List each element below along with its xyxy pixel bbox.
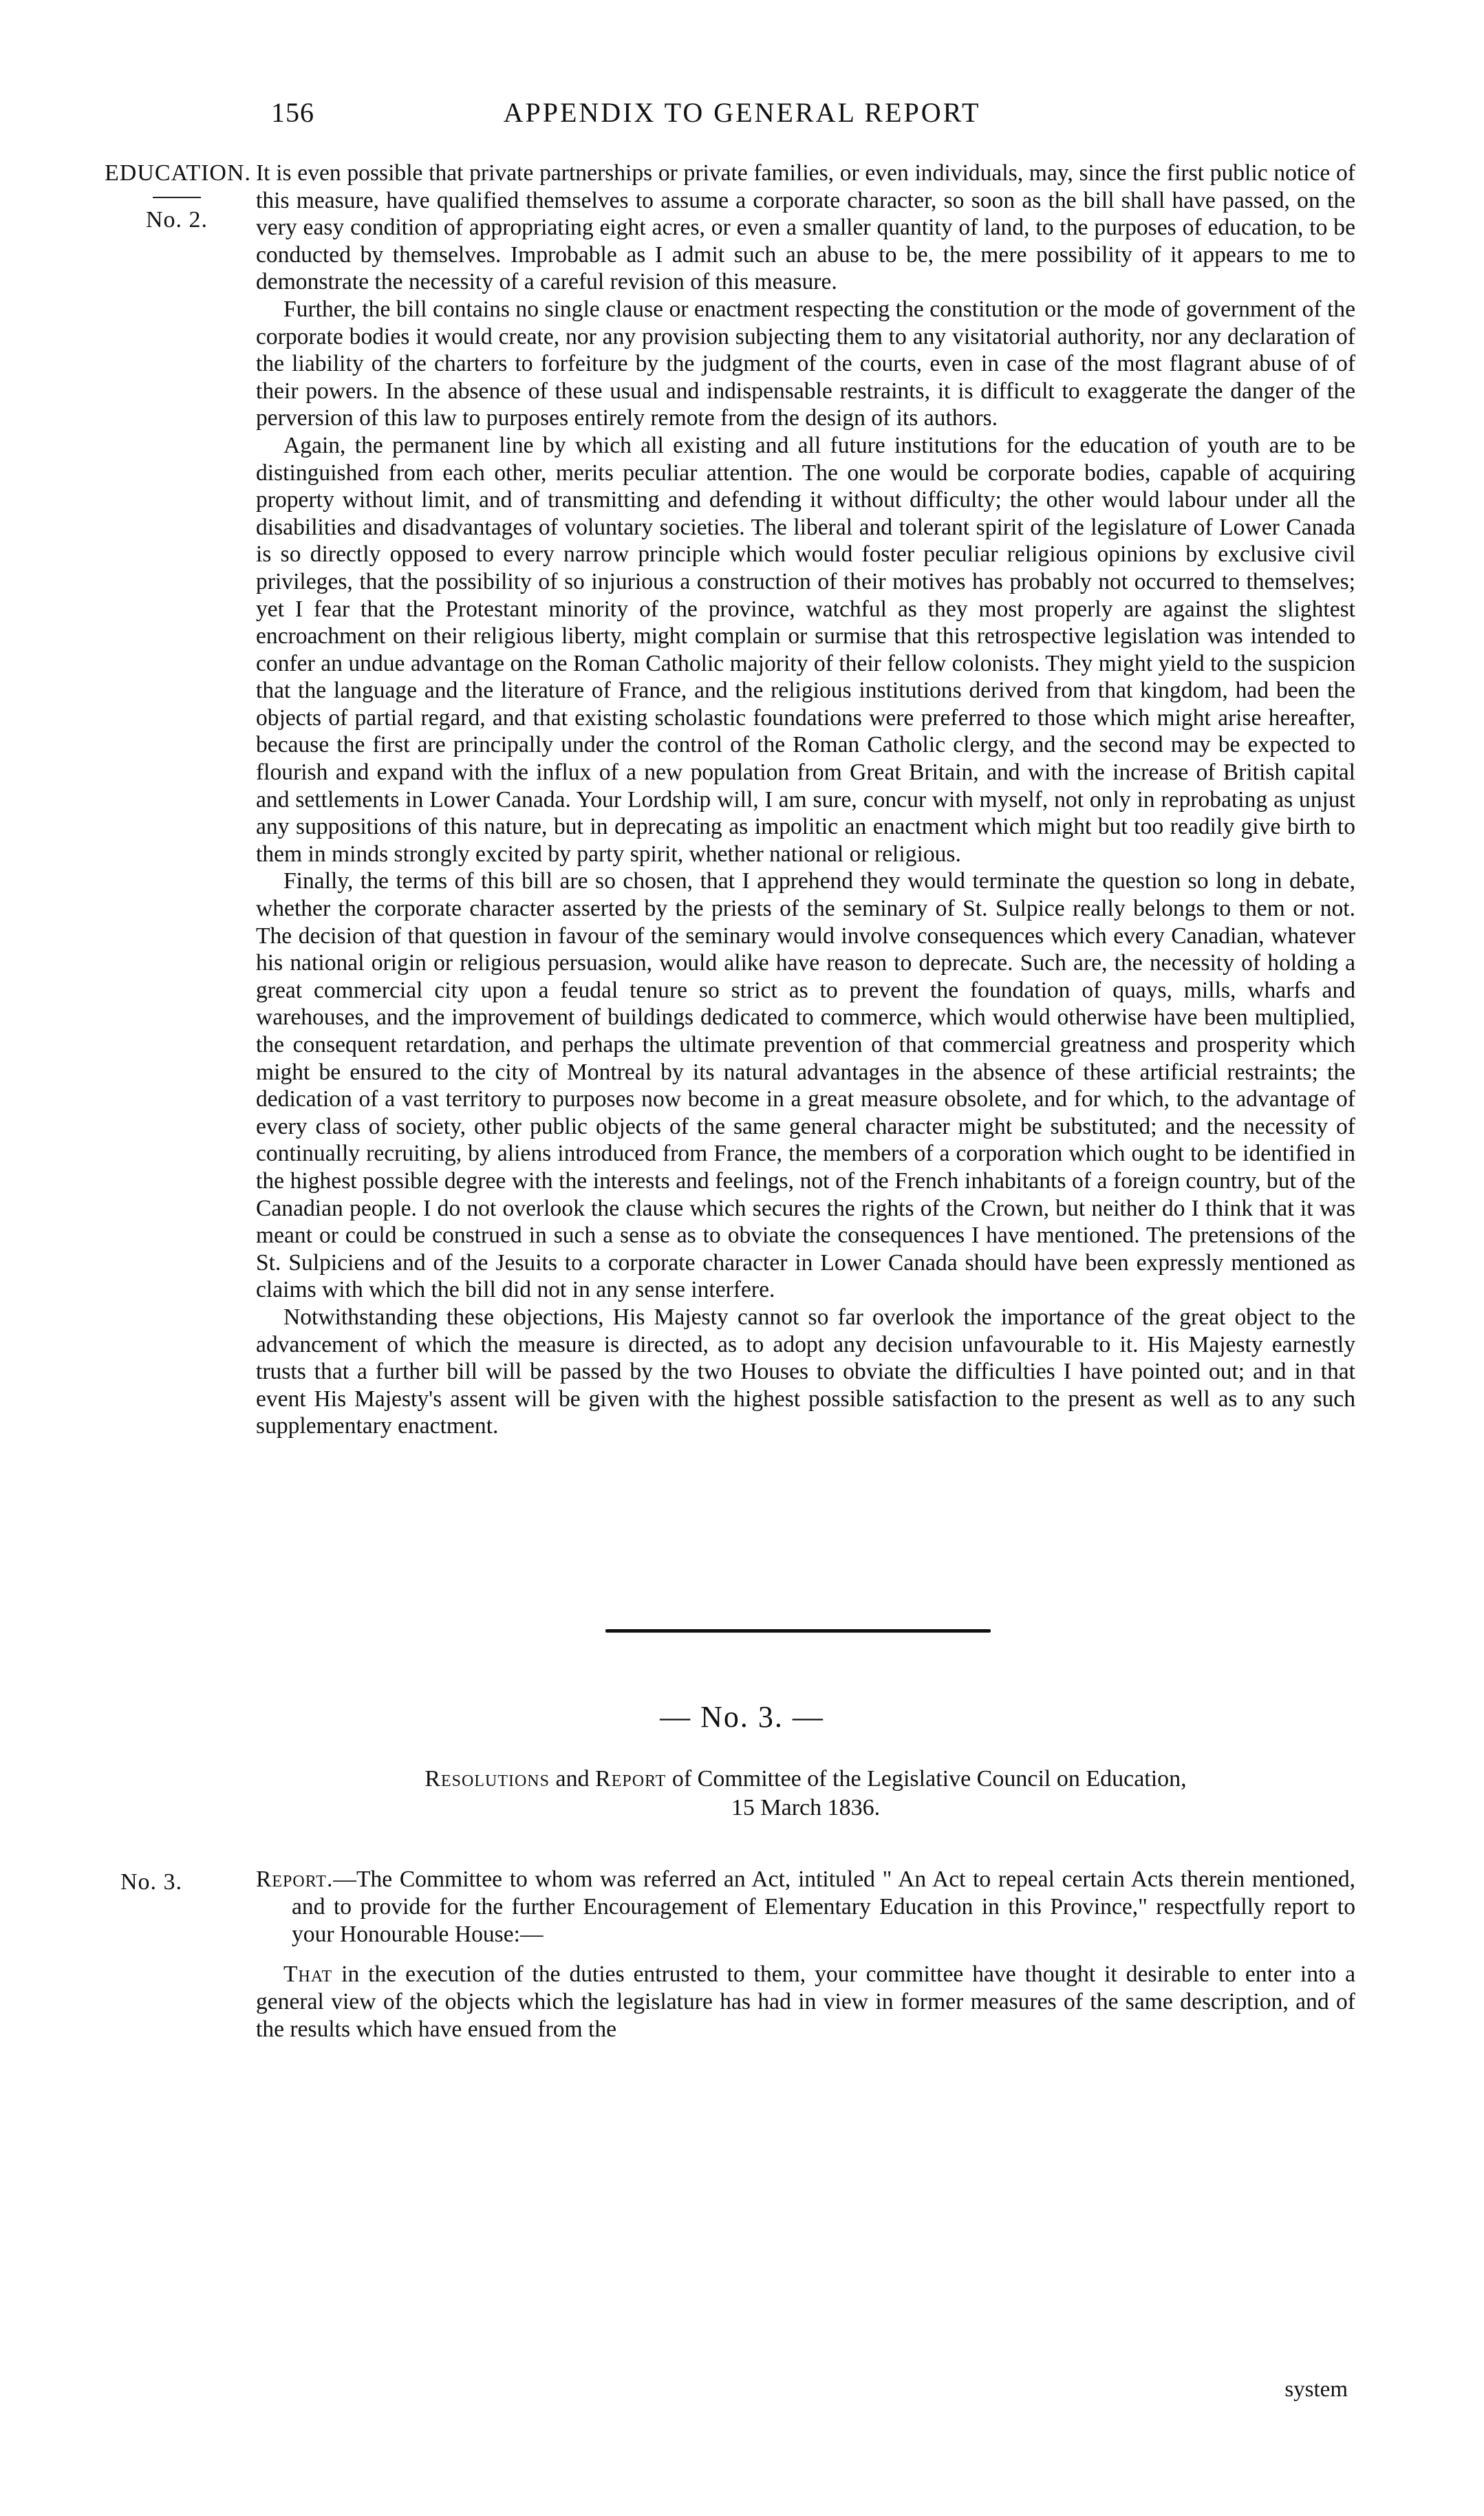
running-head: APPENDIX TO GENERAL REPORT (503, 97, 981, 128)
that-paragraph (256, 1961, 1355, 2043)
resolutions-word: Resolutions (424, 1766, 550, 1792)
margin-note-no3 (110, 1869, 193, 1896)
and-word: and (555, 1766, 590, 1792)
paragraph: It is even possible that private partnerships or private families, or even individuals, may, since the first public notice of this measure, have qualified themselves to assume a corporate character, so soon as the bill shall have passed, on the very easy condition of appropriating eight acres, or even a smaller quantity of land, to the purposes of education, to be conducted by themselves. Improbable as I admit such an abuse to be, the mere possibility of it appears to me to demonstrate the necessity of a careful revision of this measure. (256, 160, 1355, 295)
page-header (0, 96, 1484, 138)
report-text: —The Committee to whom was referred an Act, intituled " An Act to repeal certain Acts therein mentioned, and to provide for the further Encouragement of Elementary Education in this Province," respectfully report to your Honourable House:— (292, 1867, 1355, 1947)
section-number: — No. 3. — (660, 1700, 824, 1734)
catchword: system (1284, 2377, 1348, 2402)
section-divider (605, 1629, 991, 1633)
paragraph: Again, the permanent line by which all existing and all future institutions for the education of youth are to be distinguished from each other, merits peculiar attention. The one would be corporate bodies, capable of acquiring property without limit, and of transmitting and defending it without difficulty; the other would labour under all the disabilities and disadvantages of voluntary societies. The liberal and tolerant spirit of the legislature of Lower Canada is so directly opposed to every narrow principle which would foster peculiar religious opinions by exclusive civil privileges, that the possibility of so injurious a construction of their motives has probably not occurred to themselves; yet I fear that the Protestant minority of the province, watchful as they most properly are against the slightest encroachment on their religious liberty, might complain or surmise that this retrospective legislation was intended to confer an undue advantage on the Roman Catholic majority of their fellow colonists. They might yield to the suspicion that the language and the literature of France, and the religious institutions derived from that kingdom, had been the objects of partial regard, and that existing scholastic foundations were preferred to those which might arise hereafter, because the first are principally under the control of the Roman Catholic clergy, and the second may be expected to flourish and expand with the influx of a new population from Great Britain, and with the increase of British capital and settlements in Lower Canada. Your Lordship will, I am sure, concur with myself, not only in reprobating as unjust any suppositions of this nature, but in deprecating as impolitic an enactment which might but too readily give birth to them in minds strongly excited by party spirit, whether national or religious. (256, 432, 1355, 867)
report-lead: Report. (256, 1867, 334, 1892)
paragraph: Further, the bill contains no single clause or enactment respecting the constitution or the mode of government of the corporate bodies it would create, nor any provision subjecting them to any visitatorial authority, nor any declaration of the liability of the charters to forfeiture by the judgment of the courts, even in case of the most flagrant abuse of of their powers. In the absence of these usual and indispensable restraints, it is difficult to exaggerate the danger of the perversion of this law to purposes entirely remote from the design of its authors. (256, 296, 1355, 431)
margin-item-label: No. 2. (145, 207, 208, 233)
title-rest: of Committee of the Legislative Council on Education, (671, 1766, 1187, 1792)
paragraph: Finally, the terms of this bill are so chosen, that I apprehend they would terminate the question so long in debate, whether the corporate character asserted by the priests of the seminary of St. Sulpice really belongs to them or not. The decision of that question in favour of the seminary would involve consequences which every Canadian, whatever his national origin or religious persuasion, would alike have reason to deprecate. Such are, the necessity of holding a great commercial city upon a feudal tenure so strict as to prevent the foundation of quays, mills, wharfs and warehouses, and the improvement of buildings dedicated to commerce, which would otherwise have been multiplied, the consequent retardation, and perhaps the ultimate prevention of that commercial greatness and prosperity which might be ensured to the city of Montreal by its natural advantages in the absence of these artificial restraints; the dedication of a vast territory to purposes now become in a great measure obsolete, and for which, to the advantage of every class of society, other public objects of the same general character might be substituted; and the necessity of continually recruiting, by aliens introduced from France, the members of a corporation which ought to be identified in the highest possible degree with the interests and feelings, not of the French inhabitants of a foreign country, but of the Canadian people. I do not overlook the clause which secures the rights of the Crown, but neither do I think that it was meant or could be construed in such a sense as to obviate the consequences I have mentioned. The pretensions of the St. Sulpiciens and of the Jesuits to a corporate character in Lower Canada should have been expressly mentioned as claims with which the bill did not in any sense interfere. (256, 868, 1355, 1303)
margin-note-education (105, 160, 252, 234)
report-word: Report (595, 1766, 667, 1792)
resolutions-date: 15 March 1836. (731, 1795, 881, 1820)
report-paragraph (256, 1866, 1355, 1948)
report-block (256, 1866, 1355, 2043)
margin-rule (153, 197, 201, 198)
resolutions-title (256, 1765, 1355, 1823)
page-number: 156 (271, 97, 314, 128)
letter-body (256, 160, 1355, 1440)
that-lead: That (283, 1961, 333, 1987)
that-text: in the execution of the duties entrusted to them, your committee have thought it desirable to enter into a general view of the objects which the legislature has had in view in former measures of the same description, and of the results which have ensued from the (256, 1961, 1355, 2042)
paragraph: Notwithstanding these objections, His Majesty cannot so far overlook the importance of the great object to the advancement of which the measure is directed, as to adopt any decision unfavourable to it. His Majesty earnestly trusts that a further bill will be passed by the two Houses to obviate the difficulties I have pointed out; and in that event His Majesty's assent will be given with the highest possible satisfaction to the present as well as to any such supplementary enactment. (256, 1304, 1355, 1439)
margin-section-label: EDUCATION. (105, 160, 252, 186)
margin-item3-label: No. 3. (120, 1869, 183, 1895)
